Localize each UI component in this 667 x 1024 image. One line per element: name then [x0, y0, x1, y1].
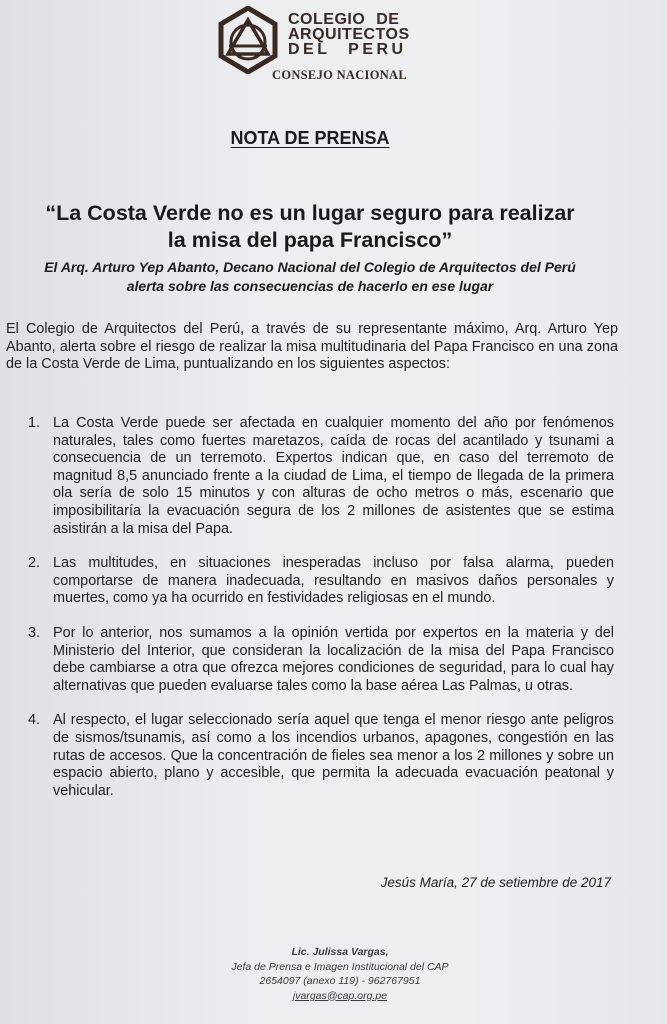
signatory-name: Lic. Julissa Vargas, [291, 946, 389, 958]
signatory-email[interactable]: jvargas@cap.org.pe [292, 989, 388, 1002]
press-release-title: NOTA DE PRENSA [230, 128, 390, 148]
subheadline-line-2: alerta sobre las consecuencias de hacerlo en ese lugar [126, 278, 494, 294]
list-item [28, 415, 614, 538]
list-item-number: 2. [28, 555, 41, 572]
list-item-number: 4. [28, 712, 41, 729]
list-item [28, 555, 614, 608]
signatory-phone: 2654097 (anexo 119) - 962767951 [259, 975, 421, 987]
list-item-text: Las multitudes, en situaciones inesperadas incluso por falsa alarma, pueden comportarse de manera inadecuada, resultando en masivos daños personales y muertes, como ya ha ocurrido en festividades religiosas en el mundo. [53, 555, 614, 607]
list-item [28, 625, 614, 695]
council-name: CONSEJO NACIONAL [272, 68, 408, 82]
list-item-number: 1. [28, 415, 41, 431]
institution-line-3: DEL PERU [288, 41, 407, 58]
signature-block [150, 945, 530, 1003]
letterhead [218, 6, 448, 88]
headline [0, 200, 620, 254]
triangle-in-circle-hexagon-logo [218, 6, 278, 74]
subheadline-line-1: El Arq. Arturo Yep Abanto, Decano Nacional del Colegio de Arquitectos del Perú [44, 259, 576, 275]
list-item-text: Por lo anterior, nos sumamos a la opinión vertida por expertos en la materia y del Ministerio del Interior, que consideran la localización de la misa del Papa Francisco debe cambiarse a otra que ofrezca mejores condiciones de seguridad, para lo cual hay alternativas que pueden evaluarse tales como la base aérea Las Palmas, u otras. [53, 624, 614, 694]
institution-line-1: COLEGIO DE [288, 11, 400, 28]
signatory-role: Jefa de Prensa e Imagen Institucional del CAP [231, 960, 449, 973]
subheadline [0, 258, 620, 296]
list-item-number: 3. [28, 624, 41, 641]
headline-line-1: “La Costa Verde no es un lugar seguro para realizar [45, 201, 575, 225]
points-list [28, 415, 614, 800]
list-item-text: Al respecto, el lugar seleccionado sería aquel que tenga el menor riesgo ante peligros de sismos/tsunamis, así como a los incendios urbanos, apagones, congestión en las rutas de accesos. Que la concentración de fieles sea menor a los 2 millones y sobre un espacio abierto, plano y accesible, que permita la adecuada evacuación peatonal y vehicular. [53, 712, 614, 799]
list-item-text: La Costa Verde puede ser afectada en cualquier momento del año por fenómenos naturales, tales como fuertes maretazos, caída de rocas del acantilado y tsunami a consecuencia de un terremoto. Expertos indican que, en caso del terremoto de magnitud 8,5 anunciado frente a la ciudad de Lima, el tiempo de llegada de la primera ola sería de solo 15 minutos y con alturas de ocho metros o más, escenario que imposibilitaría la evacuación segura de los 2 millones de asistentes que se estima asistirán a la misa del Papa. [53, 415, 614, 537]
institution-line-2: ARQUITECTOS [288, 26, 410, 43]
intro-paragraph: El Colegio de Arquitectos del Perú, a través de su representante máximo, Arq. Arturo Yep Abanto, alerta sobre el riesgo de realizar la misa multitudinaria del Papa Francisco en una zona de la Costa Verde de Lima, puntualizando en los siguientes aspectos: [6, 321, 618, 373]
institution-name [288, 12, 410, 57]
place-and-date: Jesús María, 27 de setiembre de 2017 [380, 875, 611, 890]
list-item [28, 712, 614, 800]
headline-line-2: la misa del papa Francisco” [167, 228, 453, 252]
